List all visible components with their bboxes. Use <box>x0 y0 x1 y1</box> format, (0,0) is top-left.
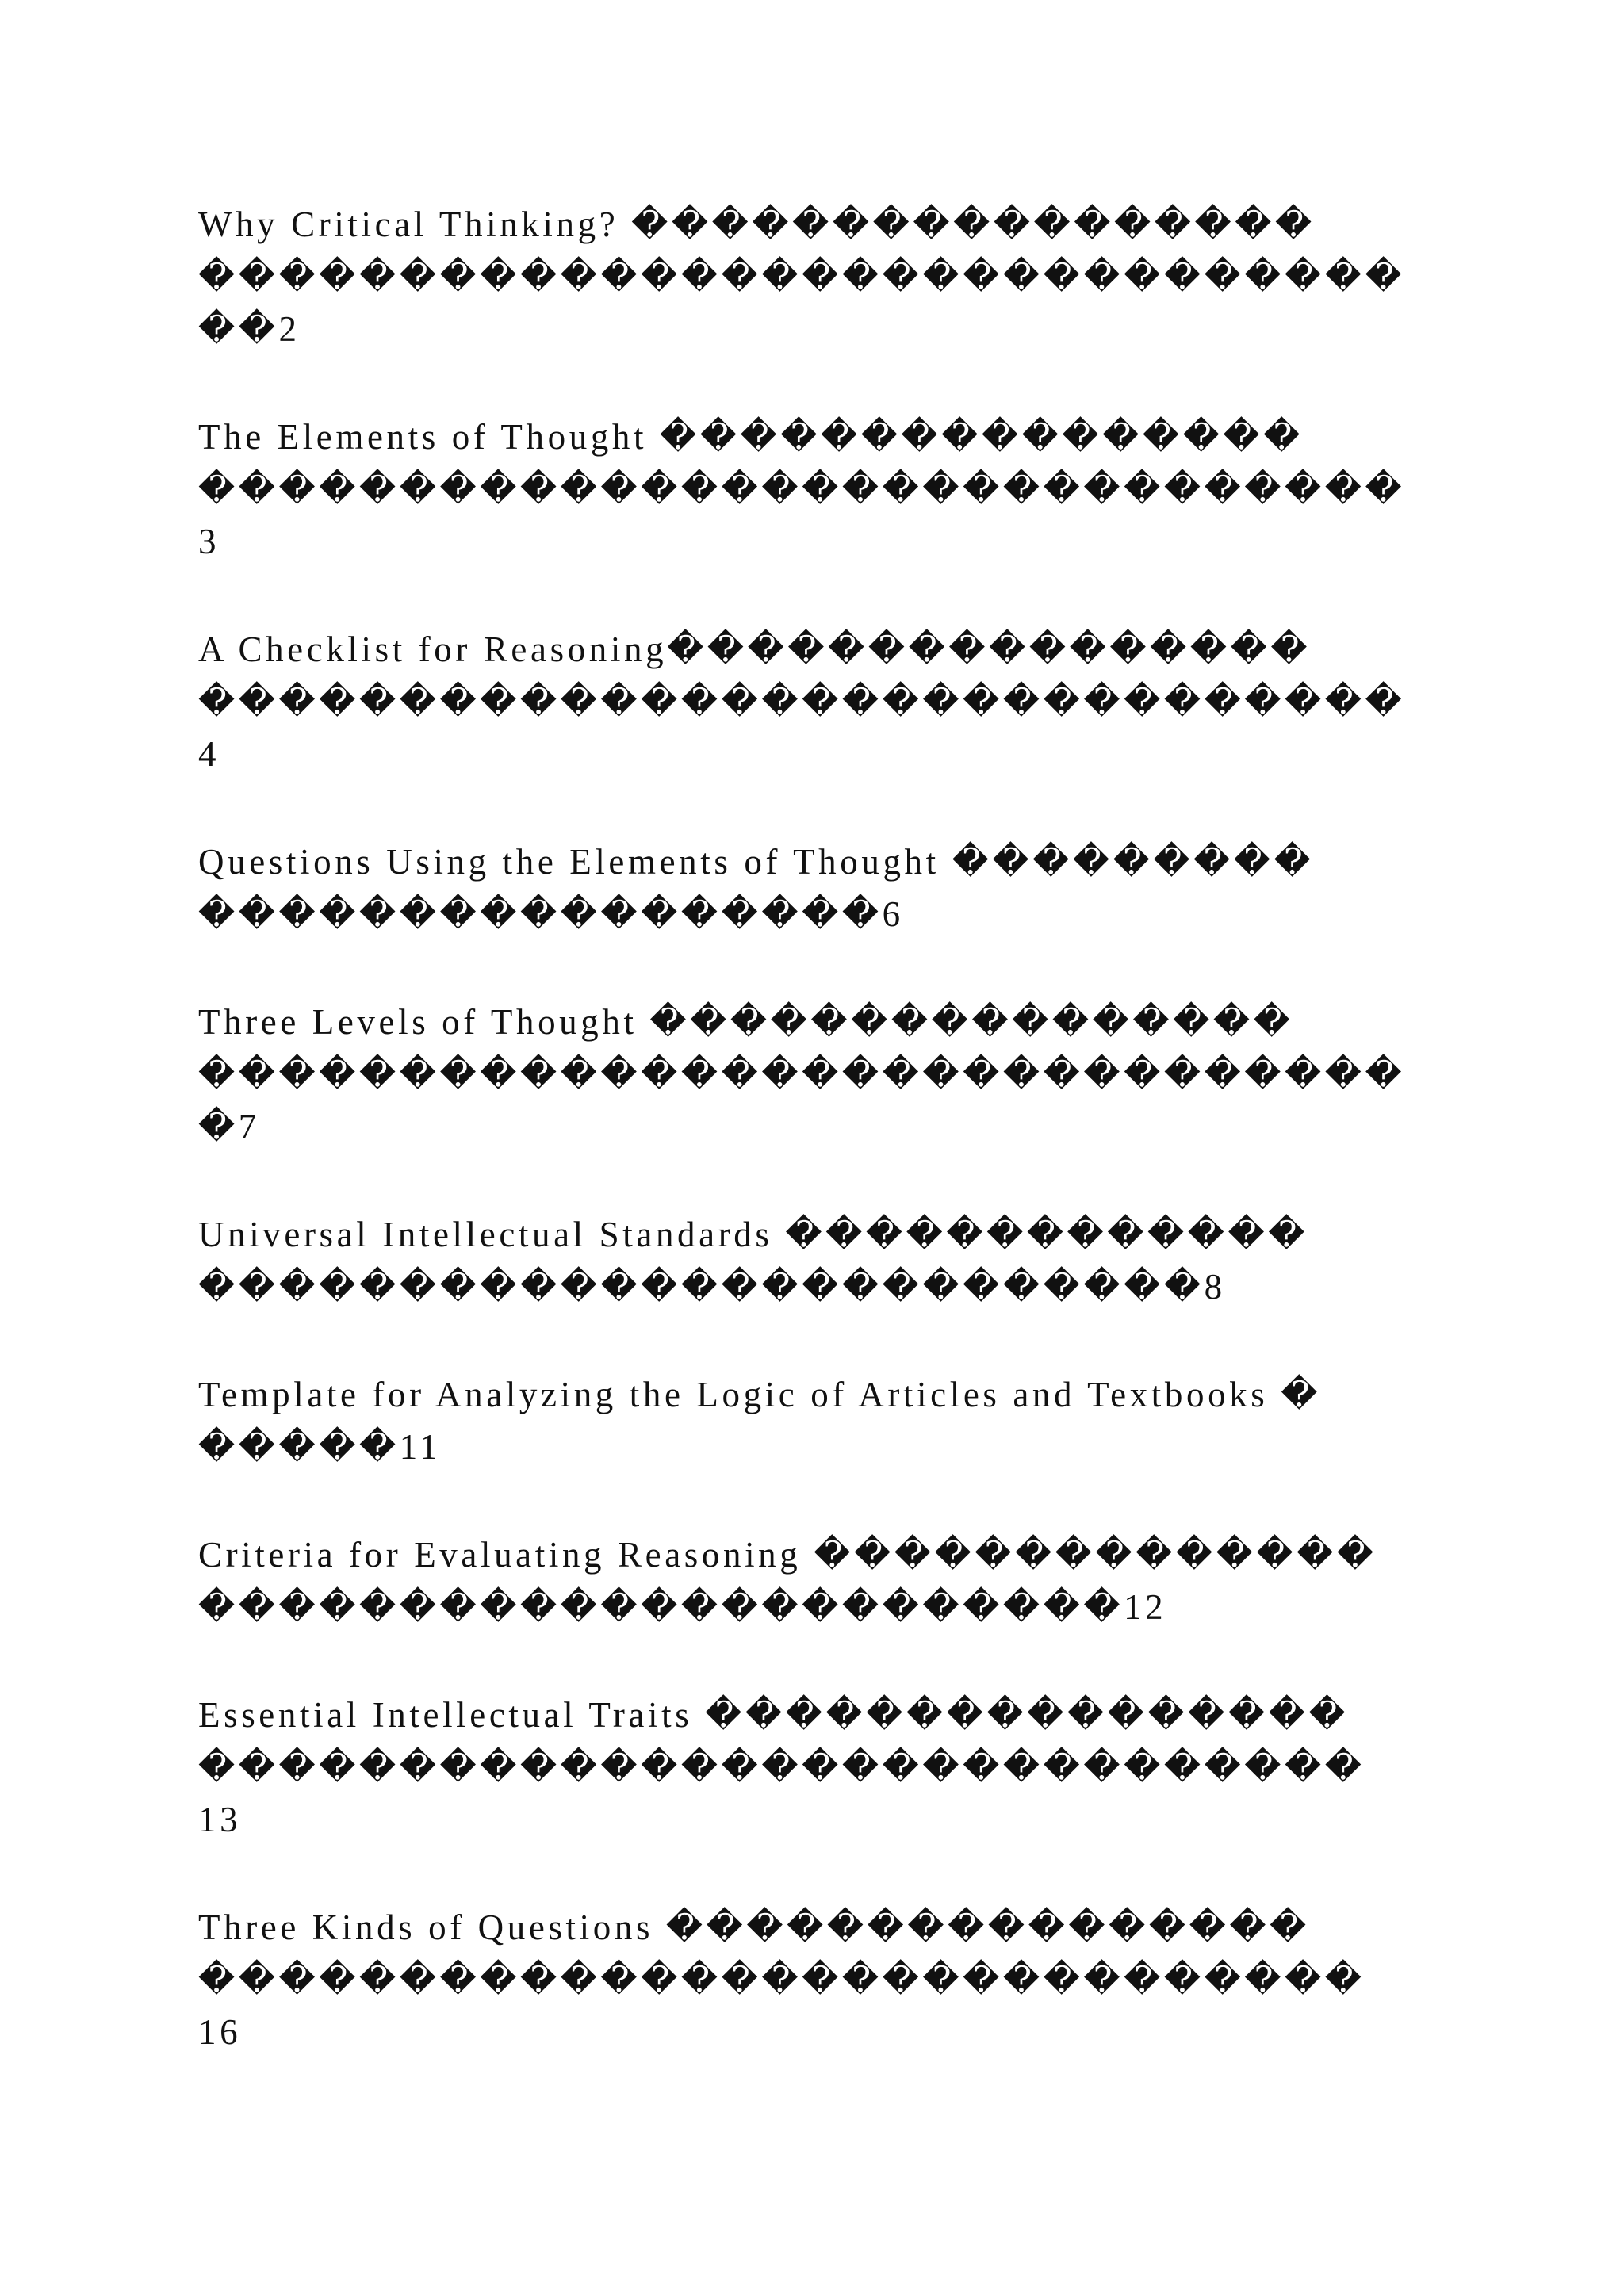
toc-entry-line: �����������������6 <box>198 894 904 934</box>
toc-entry-universal-intellectual-standards <box>198 1208 1435 1313</box>
toc-entry-line: ������������������������������ <box>198 257 1406 297</box>
toc-entry-line: 13 <box>198 1800 242 1839</box>
toc-entry-line: 16 <box>198 2012 242 2052</box>
toc-entry-template-for-analyzing <box>198 1368 1435 1473</box>
toc-entry-line: Questions Using the Elements of Thought ��������� <box>198 842 1315 882</box>
toc-entry-line: ����������������������������� <box>198 1747 1365 1787</box>
toc-entry-line: �������������������������8 <box>198 1267 1226 1307</box>
toc-entry-line: �7 <box>198 1107 260 1146</box>
toc-entry-three-levels-of-thought <box>198 996 1435 1153</box>
toc-entry-line: Three Kinds of Questions ���������������� <box>198 1908 1310 1947</box>
toc-entry-line: ������������������������������ <box>198 682 1406 721</box>
toc-entry-line: ������������������������������ <box>198 1054 1406 1094</box>
toc-entry-line: A Checklist for Reasoning���������������� <box>198 629 1312 669</box>
toc-entry-line: 4 <box>198 734 220 774</box>
toc-entry-line: Template for Analyzing the Logic of Articles and Textbooks � <box>198 1375 1321 1414</box>
toc-entry-line: Criteria for Evaluating Reasoning �������������� <box>198 1535 1377 1575</box>
table-of-contents <box>198 198 1435 2058</box>
toc-entry-essential-intellectual-traits <box>198 1689 1435 1846</box>
toc-entry-questions-using-elements <box>198 836 1435 940</box>
document-page <box>198 198 1435 2114</box>
toc-entry-elements-of-thought <box>198 411 1435 568</box>
toc-entry-three-kinds-of-questions <box>198 1901 1435 2058</box>
toc-entry-why-critical-thinking <box>198 198 1435 355</box>
toc-entry-line: 3 <box>198 522 220 561</box>
toc-entry-checklist-for-reasoning <box>198 623 1435 780</box>
toc-entry-line: Essential Intellectual Traits ���������������� <box>198 1695 1350 1735</box>
toc-entry-line: Universal Intellectual Standards ������������� <box>198 1215 1309 1254</box>
toc-entry-line: The Elements of Thought ���������������� <box>198 417 1304 457</box>
toc-entry-line: ��2 <box>198 309 301 349</box>
toc-entry-line: �����11 <box>198 1427 442 1467</box>
toc-entry-line: ������������������������������ <box>198 469 1406 509</box>
toc-entry-line: Why Critical Thinking? ����������������� <box>198 205 1316 244</box>
toc-entry-line: �����������������������12 <box>198 1587 1167 1627</box>
toc-entry-criteria-for-evaluating <box>198 1529 1435 1633</box>
toc-entry-line: Three Levels of Thought ���������������� <box>198 1002 1294 1042</box>
toc-entry-line: ����������������������������� <box>198 1960 1365 1999</box>
